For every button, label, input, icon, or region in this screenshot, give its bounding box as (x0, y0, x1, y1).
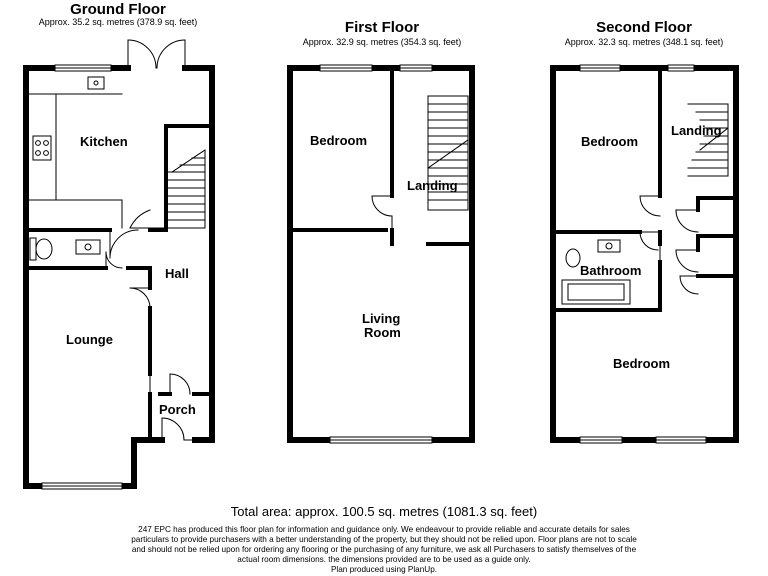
room-label-porch: Porch (159, 402, 196, 417)
room-label-bathroom: Bathroom (580, 263, 642, 278)
disclaimer-line: Plan produced using PlanUp. (330, 565, 438, 574)
second-floor-area: Approx. 32.3 sq. metres (348.1 sq. feet) (564, 37, 724, 47)
room-label-first-landing: Landing (407, 178, 458, 193)
second-floor-title: Second Floor (596, 19, 692, 36)
disclaimer-line: particulars to provide purchasers with a better understanding of the property, but they should not be relied upon. Floor plans are not to scale (131, 535, 637, 544)
room-label-living-line1: Living (362, 311, 401, 326)
room-label-first-bedroom: Bedroom (310, 133, 368, 148)
ground-floor-plan (26, 40, 212, 489)
disclaimer-line: 247 EPC has produced this floor plan for information and guidance only. We endeavour to provide reliable and accurate details for sales (138, 525, 630, 534)
second-floor-plan (553, 65, 736, 443)
first-floor-plan (290, 65, 472, 443)
total-area-text: Total area: approx. 100.5 sq. metres (1081.3 sq. feet) (230, 504, 538, 519)
room-label-lounge: Lounge (66, 332, 113, 347)
room-label-second-landing: Landing (671, 123, 722, 138)
disclaimer-line: actual room dimensions. the dimensions provided are to be used as a guide only. (237, 555, 531, 564)
disclaimer-text (104, 525, 664, 575)
room-label-kitchen: Kitchen (80, 134, 128, 149)
room-label-living-line2: Room (364, 325, 401, 340)
disclaimer-line: and should not be relied upon for ordering any flooring or the purchasing of any furniture, we ask all Purchasers to satisfy themselves of the (131, 545, 637, 554)
room-label-second-bedroom-top: Bedroom (581, 134, 639, 149)
ground-floor-area: Approx. 35.2 sq. metres (378.9 sq. feet) (38, 17, 198, 27)
room-label-second-bedroom-bottom: Bedroom (613, 356, 671, 371)
ground-floor-title: Ground Floor (70, 1, 166, 18)
first-floor-area: Approx. 32.9 sq. metres (354.3 sq. feet) (302, 37, 462, 47)
room-label-hall: Hall (165, 266, 189, 281)
first-floor-title: First Floor (344, 19, 420, 36)
